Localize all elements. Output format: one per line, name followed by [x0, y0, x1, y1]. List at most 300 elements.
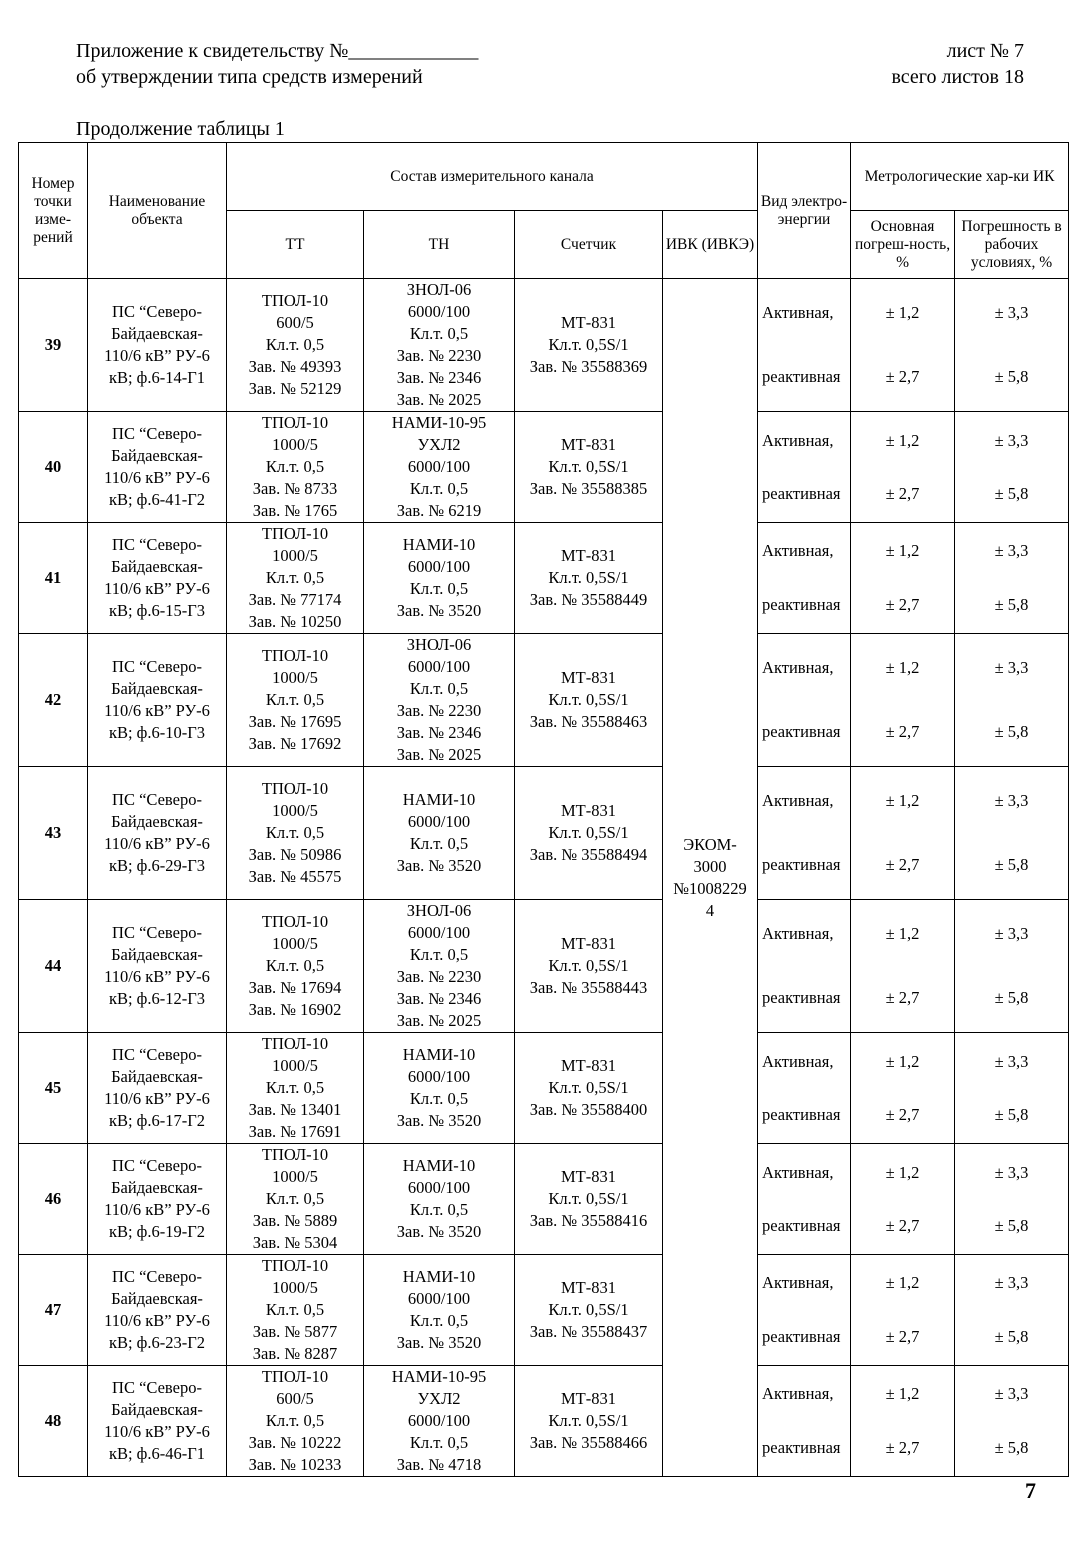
object-name-line: Байдаевская- — [111, 1400, 203, 1419]
base-error-value: ± 2,7 — [885, 1437, 920, 1457]
header-channel-composition: Состав измерительного канала — [227, 143, 758, 211]
tn-cell — [364, 523, 515, 634]
tn-cell-line: Зав. № 2230 — [396, 346, 482, 365]
meter-cell-line: Кл.т. 0,5S/1 — [548, 690, 629, 709]
object-name-line: 110/6 кВ” РУ-6 — [104, 346, 210, 365]
tn-cell-line: УХЛ2 — [417, 1389, 461, 1408]
tn-cell-line: 6000/100 — [407, 1178, 471, 1197]
object-name — [88, 767, 227, 900]
header-object-name: Наименование объекта — [88, 143, 227, 279]
energy-kind-value: Активная, — [762, 1384, 834, 1404]
tn-cell-line: 6000/100 — [407, 812, 471, 831]
meter-cell-line: Кл.т. 0,5S/1 — [548, 457, 629, 476]
tt-cell-line: 1000/5 — [272, 934, 318, 953]
meter-cell-line: МТ-831 — [561, 435, 616, 454]
tn-cell-line: Зав. № 4718 — [396, 1455, 482, 1474]
tt-cell-line: Зав. № 10222 — [248, 1433, 342, 1452]
document-header-right — [891, 38, 1024, 90]
object-name-line: Байдаевская- — [111, 1067, 203, 1086]
meter-cell — [515, 1255, 663, 1366]
tn-cell — [364, 1144, 515, 1255]
object-name-line: кВ; ф.6-29-Г3 — [108, 856, 206, 875]
tt-cell-line: Зав. № 77174 — [248, 590, 342, 609]
table-row — [19, 900, 1069, 1033]
work-error — [955, 279, 1069, 412]
object-name-line: 110/6 кВ” РУ-6 — [104, 1422, 210, 1441]
work-error-value: ± 3,3 — [994, 657, 1029, 677]
tt-cell-line: ТПОЛ-10 — [261, 646, 329, 665]
work-error-value: ± 3,3 — [994, 1273, 1029, 1293]
work-error-value: ± 3,3 — [994, 1384, 1029, 1404]
tt-cell-line: Зав. № 49393 — [248, 357, 342, 376]
tt-cell-line: Зав. № 52129 — [248, 379, 342, 398]
tt-cell-line: Зав. № 16902 — [248, 1000, 342, 1019]
tn-cell — [364, 1366, 515, 1477]
tn-cell-line: Кл.т. 0,5 — [409, 324, 469, 343]
tt-cell-line: 1000/5 — [272, 801, 318, 820]
base-error — [851, 523, 955, 634]
tt-cell-line: Кл.т. 0,5 — [265, 823, 325, 842]
object-name-line: Байдаевская- — [111, 945, 203, 964]
work-error — [955, 1033, 1069, 1144]
work-error-value: ± 3,3 — [994, 790, 1029, 810]
tt-cell-line: Кл.т. 0,5 — [265, 457, 325, 476]
tn-cell — [364, 279, 515, 412]
energy-kind — [758, 412, 851, 523]
work-error-value: ± 3,3 — [994, 302, 1029, 322]
base-error — [851, 412, 955, 523]
tt-cell-line: ТПОЛ-10 — [261, 1367, 329, 1386]
tn-cell-line: ЗНОЛ-06 — [406, 901, 472, 920]
tt-cell-line: 1000/5 — [272, 1278, 318, 1297]
base-error-value: ± 2,7 — [885, 594, 920, 614]
energy-kind — [758, 900, 851, 1033]
tt-cell-line: ТПОЛ-10 — [261, 413, 329, 432]
energy-kind-value: реактивная — [762, 988, 841, 1008]
tt-cell — [227, 634, 364, 767]
tn-cell-line: 6000/100 — [407, 923, 471, 942]
base-error — [851, 1144, 955, 1255]
tn-cell-line: Зав. № 2025 — [396, 1011, 482, 1030]
work-error — [955, 767, 1069, 900]
point-number: 48 — [19, 1366, 88, 1477]
tt-cell — [227, 1255, 364, 1366]
object-name-line: Байдаевская- — [111, 679, 203, 698]
tt-cell — [227, 767, 364, 900]
tt-cell-line: Кл.т. 0,5 — [265, 690, 325, 709]
tt-cell-line: 600/5 — [276, 1389, 314, 1408]
base-error-value: ± 2,7 — [885, 988, 920, 1008]
point-number: 45 — [19, 1033, 88, 1144]
table-row — [19, 412, 1069, 523]
tt-cell-line: ТПОЛ-10 — [261, 1034, 329, 1053]
object-name — [88, 1366, 227, 1477]
meter-cell-line: Кл.т. 0,5S/1 — [548, 1078, 629, 1097]
tt-cell-line: Зав. № 5889 — [252, 1211, 338, 1230]
table-caption: Продолжение таблицы 1 — [76, 118, 285, 140]
base-error — [851, 1033, 955, 1144]
meter-cell-line: МТ-831 — [561, 934, 616, 953]
header-tt: ТТ — [227, 211, 364, 279]
meter-cell-line: Зав. № 35588443 — [529, 978, 648, 997]
energy-kind-value: Активная, — [762, 923, 834, 943]
table-row — [19, 1144, 1069, 1255]
tn-cell-line: Зав. № 3520 — [396, 1111, 482, 1130]
tn-cell-line: Зав. № 2346 — [396, 368, 482, 387]
tn-cell-line: Зав. № 3520 — [396, 856, 482, 875]
object-name — [88, 1033, 227, 1144]
table-row — [19, 1366, 1069, 1477]
tn-cell-line: Зав. № 2346 — [396, 723, 482, 742]
tt-cell-line: Зав. № 13401 — [248, 1100, 342, 1119]
page-number: 7 — [1025, 1478, 1036, 1503]
energy-kind — [758, 1144, 851, 1255]
base-error-value: ± 2,7 — [885, 1326, 920, 1346]
energy-kind-value: реактивная — [762, 855, 841, 875]
energy-kind-value: Активная, — [762, 302, 834, 322]
object-name-line: Байдаевская- — [111, 557, 203, 576]
tn-cell-line: 6000/100 — [407, 1411, 471, 1430]
object-name — [88, 1255, 227, 1366]
work-error-value: ± 5,8 — [994, 483, 1029, 503]
tt-cell-line: ТПОЛ-10 — [261, 1145, 329, 1164]
work-error-value: ± 5,8 — [994, 855, 1029, 875]
object-name-line: Байдаевская- — [111, 446, 203, 465]
energy-kind — [758, 1366, 851, 1477]
table-row — [19, 279, 1069, 412]
tn-cell-line: Зав. № 3520 — [396, 601, 482, 620]
tn-cell-line: Кл.т. 0,5 — [409, 945, 469, 964]
meter-cell — [515, 1033, 663, 1144]
energy-kind — [758, 634, 851, 767]
object-name-line: 110/6 кВ” РУ-6 — [104, 468, 210, 487]
tt-cell-line: 1000/5 — [272, 1167, 318, 1186]
work-error-value: ± 5,8 — [994, 1215, 1029, 1235]
header-work-error: Погрешность в рабочих условиях, % — [955, 211, 1069, 279]
tt-cell-line: Кл.т. 0,5 — [265, 335, 325, 354]
object-name-line: ПС “Северо- — [112, 302, 202, 321]
object-name-line: кВ; ф.6-14-Г1 — [108, 368, 206, 387]
table-body — [19, 279, 1069, 1477]
object-name-line: кВ; ф.6-17-Г2 — [108, 1111, 206, 1130]
meter-cell-line: Зав. № 35588449 — [529, 590, 648, 609]
tn-cell-line: Кл.т. 0,5 — [409, 1433, 469, 1452]
meter-cell-line: Кл.т. 0,5S/1 — [548, 1300, 629, 1319]
total-sheets: всего листов 18 — [891, 66, 1024, 88]
base-error-value: ± 1,2 — [885, 1051, 920, 1071]
energy-kind-value: реактивная — [762, 1437, 841, 1457]
tn-cell-line: Зав. № 2230 — [396, 967, 482, 986]
object-name-line: кВ; ф.6-23-Г2 — [108, 1333, 206, 1352]
work-error-value: ± 3,3 — [994, 1162, 1029, 1182]
energy-kind-value: реактивная — [762, 367, 841, 387]
sheet-number: лист № 7 — [946, 40, 1024, 62]
object-name — [88, 1144, 227, 1255]
base-error-value: ± 2,7 — [885, 722, 920, 742]
meter-cell — [515, 900, 663, 1033]
object-name-line: ПС “Северо- — [112, 923, 202, 942]
energy-kind-value: реактивная — [762, 1215, 841, 1235]
tt-cell-line: ТПОЛ-10 — [261, 779, 329, 798]
meter-cell-line: Зав. № 35588494 — [529, 845, 648, 864]
energy-kind-value: Активная, — [762, 541, 834, 561]
meter-cell — [515, 1366, 663, 1477]
tt-cell-line: Зав. № 8287 — [252, 1344, 338, 1363]
meter-cell — [515, 767, 663, 900]
tn-cell-line: ЗНОЛ-06 — [406, 635, 472, 654]
meter-cell-line: МТ-831 — [561, 801, 616, 820]
tn-cell-line: НАМИ-10 — [402, 1267, 476, 1286]
tn-cell-line: 6000/100 — [407, 457, 471, 476]
tn-cell — [364, 634, 515, 767]
tt-cell-line: ТПОЛ-10 — [261, 912, 329, 931]
work-error-value: ± 3,3 — [994, 541, 1029, 561]
point-number: 46 — [19, 1144, 88, 1255]
tn-cell-line: Зав. № 2230 — [396, 701, 482, 720]
base-error-value: ± 1,2 — [885, 1384, 920, 1404]
tt-cell — [227, 279, 364, 412]
energy-kind — [758, 1033, 851, 1144]
object-name-line: ПС “Северо- — [112, 535, 202, 554]
meter-cell-line: Зав. № 35588400 — [529, 1100, 648, 1119]
base-error — [851, 1366, 955, 1477]
meter-cell-line: Зав. № 35588463 — [529, 712, 648, 731]
meter-cell — [515, 279, 663, 412]
tt-cell-line: Зав. № 1765 — [252, 501, 338, 520]
meter-cell-line: МТ-831 — [561, 1389, 616, 1408]
tn-cell-line: ЗНОЛ-06 — [406, 280, 472, 299]
header-type-approval-line: об утверждении типа средств измерений — [76, 66, 423, 88]
energy-kind — [758, 767, 851, 900]
work-error — [955, 634, 1069, 767]
object-name-line: 110/6 кВ” РУ-6 — [104, 967, 210, 986]
tn-cell-line: НАМИ-10-95 — [391, 1367, 487, 1386]
table-row — [19, 1255, 1069, 1366]
point-number: 43 — [19, 767, 88, 900]
tt-cell-line: Зав. № 50986 — [248, 845, 342, 864]
tn-cell-line: Зав. № 6219 — [396, 501, 482, 520]
energy-kind-value: реактивная — [762, 1326, 841, 1346]
ivk-line: №1008229 — [673, 878, 747, 898]
tn-cell — [364, 900, 515, 1033]
object-name-line: кВ; ф.6-12-Г3 — [108, 989, 206, 1008]
tt-cell-line: Зав. № 17692 — [248, 734, 342, 753]
energy-kind-value: реактивная — [762, 483, 841, 503]
tt-cell-line: Зав. № 17694 — [248, 978, 342, 997]
ivk-line: 4 — [705, 900, 715, 920]
tt-cell-line: 600/5 — [276, 313, 314, 332]
tt-cell-line: Зав. № 17691 — [248, 1122, 342, 1141]
object-name-line: Байдаевская- — [111, 1289, 203, 1308]
tt-cell-line: 1000/5 — [272, 668, 318, 687]
tt-cell — [227, 412, 364, 523]
tt-cell — [227, 1366, 364, 1477]
tn-cell-line: НАМИ-10 — [402, 1156, 476, 1175]
tn-cell-line: НАМИ-10 — [402, 1045, 476, 1064]
work-error-value: ± 5,8 — [994, 988, 1029, 1008]
tn-cell-line: 6000/100 — [407, 1067, 471, 1086]
tn-cell-line: Зав. № 2025 — [396, 390, 482, 409]
tt-cell-line: 1000/5 — [272, 546, 318, 565]
tn-cell-line: УХЛ2 — [417, 435, 461, 454]
energy-kind-value: Активная, — [762, 430, 834, 450]
base-error-value: ± 2,7 — [885, 367, 920, 387]
tn-cell-line: Зав. № 3520 — [396, 1333, 482, 1352]
tt-cell-line: 1000/5 — [272, 435, 318, 454]
base-error-value: ± 1,2 — [885, 1273, 920, 1293]
object-name-line: ПС “Северо- — [112, 1267, 202, 1286]
meter-cell-line: Зав. № 35588369 — [529, 357, 648, 376]
tn-cell-line: Кл.т. 0,5 — [409, 479, 469, 498]
object-name — [88, 900, 227, 1033]
object-name-line: 110/6 кВ” РУ-6 — [104, 579, 210, 598]
meter-cell-line: Зав. № 35588437 — [529, 1322, 648, 1341]
tn-cell-line: 6000/100 — [407, 557, 471, 576]
measurement-table — [18, 142, 1069, 1477]
point-number: 40 — [19, 412, 88, 523]
point-number: 47 — [19, 1255, 88, 1366]
object-name-line: Байдаевская- — [111, 324, 203, 343]
work-error — [955, 900, 1069, 1033]
tt-cell-line: 1000/5 — [272, 1056, 318, 1075]
work-error-value: ± 5,8 — [994, 1326, 1029, 1346]
point-number: 44 — [19, 900, 88, 1033]
meter-cell-line: МТ-831 — [561, 546, 616, 565]
object-name-line: ПС “Северо- — [112, 424, 202, 443]
base-error-value: ± 1,2 — [885, 657, 920, 677]
header-metrological: Метрологические хар-ки ИК — [851, 143, 1069, 211]
meter-cell-line: МТ-831 — [561, 1056, 616, 1075]
work-error — [955, 523, 1069, 634]
work-error-value: ± 5,8 — [994, 367, 1029, 387]
tn-cell-line: НАМИ-10-95 — [391, 413, 487, 432]
energy-kind — [758, 523, 851, 634]
meter-cell-line: Кл.т. 0,5S/1 — [548, 1411, 629, 1430]
point-number: 41 — [19, 523, 88, 634]
tn-cell — [364, 1255, 515, 1366]
tn-cell-line: Зав. № 2025 — [396, 745, 482, 764]
work-error — [955, 1255, 1069, 1366]
energy-kind — [758, 279, 851, 412]
object-name — [88, 279, 227, 412]
energy-kind-value: Активная, — [762, 657, 834, 677]
base-error — [851, 767, 955, 900]
base-error-value: ± 1,2 — [885, 923, 920, 943]
tn-cell-line: Кл.т. 0,5 — [409, 834, 469, 853]
tn-cell — [364, 1033, 515, 1144]
tt-cell-line: Кл.т. 0,5 — [265, 1411, 325, 1430]
work-error-value: ± 5,8 — [994, 1437, 1029, 1457]
tn-cell-line: 6000/100 — [407, 657, 471, 676]
base-error-value: ± 1,2 — [885, 790, 920, 810]
tt-cell-line: Зав. № 17695 — [248, 712, 342, 731]
base-error — [851, 1255, 955, 1366]
document-header-left — [76, 38, 478, 90]
header-ivk: ИВК (ИВКЭ) — [663, 211, 758, 279]
tt-cell — [227, 523, 364, 634]
tn-cell-line: 6000/100 — [407, 302, 471, 321]
base-error-value: ± 1,2 — [885, 1162, 920, 1182]
tt-cell-line: Кл.т. 0,5 — [265, 1078, 325, 1097]
tt-cell-line: Кл.т. 0,5 — [265, 1189, 325, 1208]
point-number: 39 — [19, 279, 88, 412]
tt-cell-line: Кл.т. 0,5 — [265, 568, 325, 587]
tt-cell-line: Зав. № 45575 — [248, 867, 342, 886]
meter-cell-line: Зав. № 35588385 — [529, 479, 648, 498]
ivk-line: 3000 — [693, 856, 727, 876]
header-energy-kind: Вид электро-энергии — [758, 143, 851, 279]
energy-kind-value: реактивная — [762, 594, 841, 614]
energy-kind-value: реактивная — [762, 722, 841, 742]
work-error — [955, 1144, 1069, 1255]
object-name-line: ПС “Северо- — [112, 790, 202, 809]
energy-kind-value: Активная, — [762, 1273, 834, 1293]
meter-cell-line: Кл.т. 0,5S/1 — [548, 335, 629, 354]
energy-kind-value: реактивная — [762, 1104, 841, 1124]
tt-cell-line: Зав. № 8733 — [252, 479, 338, 498]
meter-cell — [515, 634, 663, 767]
tt-cell-line: Кл.т. 0,5 — [265, 956, 325, 975]
work-error-value: ± 5,8 — [994, 722, 1029, 742]
table-row — [19, 634, 1069, 767]
meter-cell-line: Зав. № 35588416 — [529, 1211, 648, 1230]
tn-cell-line: Зав. № 3520 — [396, 1222, 482, 1241]
tn-cell — [364, 412, 515, 523]
meter-cell-line: Кл.т. 0,5S/1 — [548, 823, 629, 842]
object-name-line: кВ; ф.6-15-Г3 — [108, 601, 206, 620]
object-name — [88, 634, 227, 767]
meter-cell — [515, 1144, 663, 1255]
work-error — [955, 1366, 1069, 1477]
tn-cell-line: Кл.т. 0,5 — [409, 1311, 469, 1330]
tn-cell-line: Кл.т. 0,5 — [409, 679, 469, 698]
base-error — [851, 279, 955, 412]
object-name-line: 110/6 кВ” РУ-6 — [104, 1200, 210, 1219]
object-name-line: 110/6 кВ” РУ-6 — [104, 834, 210, 853]
tn-cell-line: 6000/100 — [407, 1289, 471, 1308]
meter-cell — [515, 412, 663, 523]
tt-cell — [227, 900, 364, 1033]
tn-cell-line: Кл.т. 0,5 — [409, 1200, 469, 1219]
header-point-number: Номер точки изме-рений — [19, 143, 88, 279]
object-name-line: ПС “Северо- — [112, 1378, 202, 1397]
meter-cell-line: Зав. № 35588466 — [529, 1433, 648, 1452]
work-error-value: ± 5,8 — [994, 594, 1029, 614]
tt-cell-line: Зав. № 10233 — [248, 1455, 342, 1474]
object-name — [88, 412, 227, 523]
object-name-line: кВ; ф.6-19-Г2 — [108, 1222, 206, 1241]
tt-cell-line: ТПОЛ-10 — [261, 524, 329, 543]
base-error — [851, 634, 955, 767]
ivk-cell — [663, 279, 758, 1477]
base-error-value: ± 1,2 — [885, 541, 920, 561]
tn-cell — [364, 767, 515, 900]
object-name-line: кВ; ф.6-10-Г3 — [108, 723, 206, 742]
tt-cell — [227, 1144, 364, 1255]
base-error — [851, 900, 955, 1033]
meter-cell-line: МТ-831 — [561, 1278, 616, 1297]
meter-cell-line: МТ-831 — [561, 668, 616, 687]
object-name — [88, 523, 227, 634]
meter-cell — [515, 523, 663, 634]
point-number: 42 — [19, 634, 88, 767]
object-name-line: 110/6 кВ” РУ-6 — [104, 1089, 210, 1108]
energy-kind-value: Активная, — [762, 1051, 834, 1071]
energy-kind — [758, 1255, 851, 1366]
header-base-error: Основная погреш-ность, % — [851, 211, 955, 279]
object-name-line: кВ; ф.6-41-Г2 — [108, 490, 206, 509]
meter-cell-line: Кл.т. 0,5S/1 — [548, 1189, 629, 1208]
